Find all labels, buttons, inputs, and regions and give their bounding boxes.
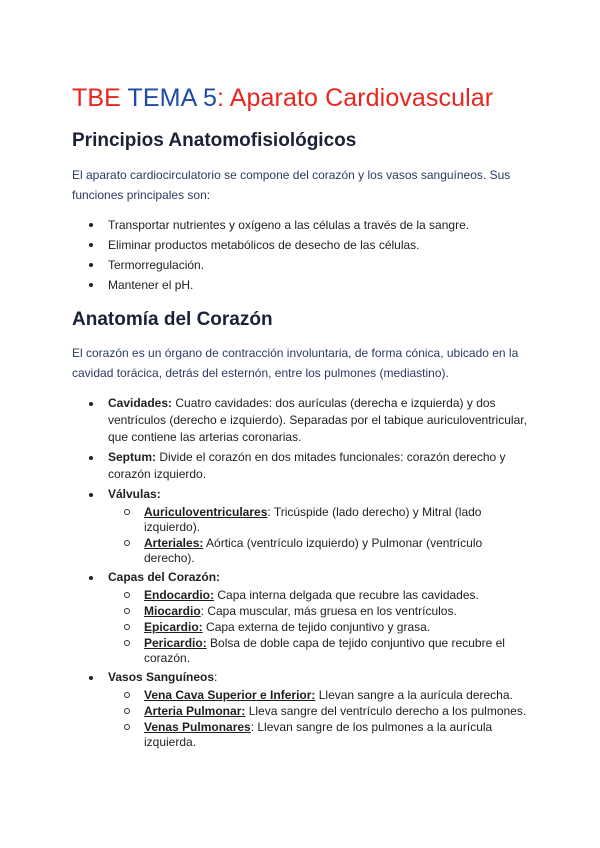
term: Pericardio:	[144, 636, 207, 650]
term: Septum:	[108, 450, 156, 464]
description: Divide el corazón en dos mitades funcionales: corazón derecho y corazón izquierdo.	[108, 450, 506, 481]
list-item: Transportar nutrientes y oxígeno a las células a través de la sangre.	[72, 215, 532, 235]
sublist-item	[108, 505, 532, 535]
title-topic: TEMA 5	[127, 84, 218, 112]
sublist-item	[108, 588, 532, 603]
description: Aórtica (ventrículo izquierdo) y Pulmonar (ventrículo derecho).	[144, 536, 483, 565]
description: : Tricúspide (lado derecho) y Mitral (lado izquierdo).	[144, 505, 482, 534]
list-item-cavidades	[72, 395, 532, 446]
term: Endocardio:	[144, 588, 215, 602]
list-item-septum	[72, 449, 532, 483]
term: Vasos Sanguíneos	[108, 670, 215, 684]
term: Miocardio	[144, 604, 201, 618]
list-item: Termorregulación.	[72, 255, 532, 275]
list-item: Eliminar productos metabólicos de desecho de las células.	[72, 235, 532, 255]
term: Válvulas:	[108, 487, 161, 501]
term: Cavidades:	[108, 396, 173, 410]
term: Arteria Pulmonar:	[144, 704, 246, 718]
description: Bolsa de doble capa de tejido conjuntivo que recubre el corazón.	[144, 636, 505, 665]
sublist-item	[108, 604, 532, 619]
section2-intro: El corazón es un órgano de contracción involuntaria, de forma cónica, ubicado en la cavidad torácica, detrás del esternón, entre los pulmones (mediastino).	[72, 346, 519, 380]
title-colon: :	[217, 84, 230, 112]
description: : Capa muscular, más gruesa en los ventrículos.	[200, 604, 457, 618]
sublist	[108, 588, 532, 666]
list-item-capas	[72, 569, 532, 666]
title-subject: Aparato Cardiovascular	[229, 84, 494, 112]
sublist-item	[108, 620, 532, 635]
list-item-vasos	[72, 669, 532, 750]
term: Auriculoventriculares	[144, 505, 268, 519]
sublist-item	[108, 704, 532, 719]
term: Capas del Corazón:	[108, 570, 221, 584]
description: Llevan sangre a la aurícula derecha.	[315, 688, 513, 702]
title-prefix: TBE	[72, 84, 128, 112]
term: Arteriales:	[144, 536, 204, 550]
section2-heading: Anatomía del Corazón	[72, 309, 273, 330]
description: Capa interna delgada que recubre las cavidades.	[214, 588, 479, 602]
sublist-item	[108, 636, 532, 666]
sublist	[108, 688, 532, 750]
description: Cuatro cavidades: dos aurículas (derecha e izquierda) y dos ventrículos (derecho e izquierdo). Separadas por el tabique auriculoventricular, que contiene las arterias coronarias.	[108, 396, 527, 444]
description: :	[214, 670, 218, 684]
sublist	[108, 505, 532, 566]
sublist-item	[108, 536, 532, 566]
heart-anatomy-list	[72, 395, 532, 750]
list-item-valvulas	[72, 486, 532, 566]
description: : Llevan sangre de los pulmones a la aurícula izquierda.	[144, 720, 493, 749]
sublist-item	[108, 688, 532, 703]
document-title	[72, 84, 493, 113]
term: Epicardio:	[144, 620, 203, 634]
sublist-item	[108, 720, 532, 750]
section1-heading: Principios Anatomofisiológicos	[72, 130, 357, 151]
functions-list	[72, 215, 532, 295]
term: Vena Cava Superior e Inferior:	[144, 688, 316, 702]
description: Lleva sangre del ventrículo derecho a los pulmones.	[245, 704, 527, 718]
term: Venas Pulmonares	[144, 720, 251, 734]
description: Capa externa de tejido conjuntivo y grasa.	[202, 620, 431, 634]
section1-intro: El aparato cardiocirculatorio se compone del corazón y los vasos sanguíneos. Sus funciones principales son:	[72, 168, 511, 202]
list-item: Mantener el pH.	[72, 275, 532, 295]
